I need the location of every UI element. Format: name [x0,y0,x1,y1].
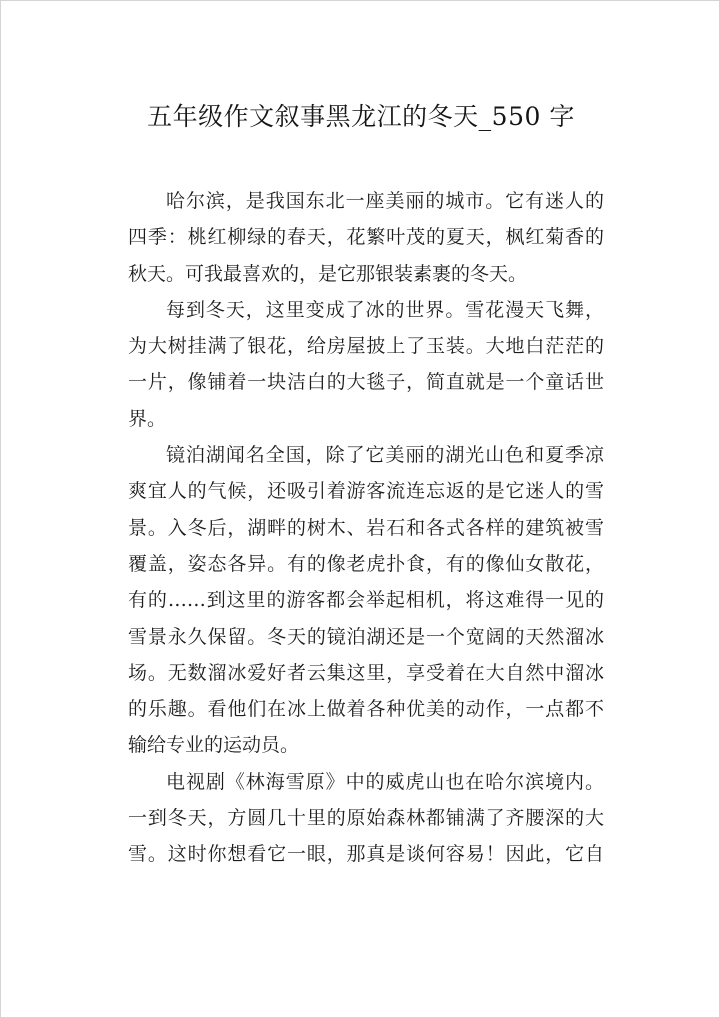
paragraph-4 [128,764,604,873]
paragraph-2 [128,292,604,437]
text-line: 景。入冬后，湖畔的树木、岩石和各式各样的建筑被雪 [128,516,604,539]
text-line: 雪。这时你想看它一眼，那真是谈何容易！因此，它自 [128,843,604,866]
text-line: 场。无数溜冰爱好者云集这里，享受着在大自然中溜冰 [128,661,604,684]
text-line: 为大树挂满了银花，给房屋披上了玉装。大地白茫茫的 [128,335,604,358]
text-line: 的乐趣。看他们在冰上做着各种优美的动作，一点都不 [128,698,604,721]
text-line: 一到冬天，方圆几十里的原始森林都铺满了齐腰深的大 [128,807,604,830]
document-body [128,183,604,873]
text-line: 秋天。可我最喜欢的，是它那银装素裹的冬天。 [128,262,528,285]
text-line: 爽宜人的气候，还吸引着游客流连忘返的是它迷人的雪 [128,480,604,503]
text-line: 一片，像铺着一块洁白的大毯子，简直就是一个童话世 [128,371,604,394]
paragraph-1 [128,183,604,292]
document-title: 五年级作文叙事黑龙江的冬天_550 字 [147,102,575,131]
text-line: 输给专业的运动员。 [128,734,300,757]
text-line: 哈尔滨，是我国东北一座美丽的城市。它有迷人的 [166,190,604,212]
text-line: 覆盖，姿态各异。有的像老虎扑食，有的像仙女散花， [128,552,604,575]
text-line: 电视剧《林海雪原》中的威虎山也在哈尔滨境内。 [166,770,604,793]
text-line: 界。 [128,407,167,430]
text-line: 雪景永久保留。冬天的镜泊湖还是一个宽阔的天然溜冰 [128,625,604,648]
text-line: 镜泊湖闻名全国，除了它美丽的湖光山色和夏季凉 [166,444,604,467]
paragraph-3 [128,437,604,764]
text-line: 有的……到这里的游客都会举起相机，将这难得一见的 [128,589,604,612]
text-line: 四季：桃红柳绿的春天，花繁叶茂的夏天，枫红菊香的 [128,226,604,249]
text-line: 每到冬天，这里变成了冰的世界。雪花漫天飞舞， [166,298,604,321]
